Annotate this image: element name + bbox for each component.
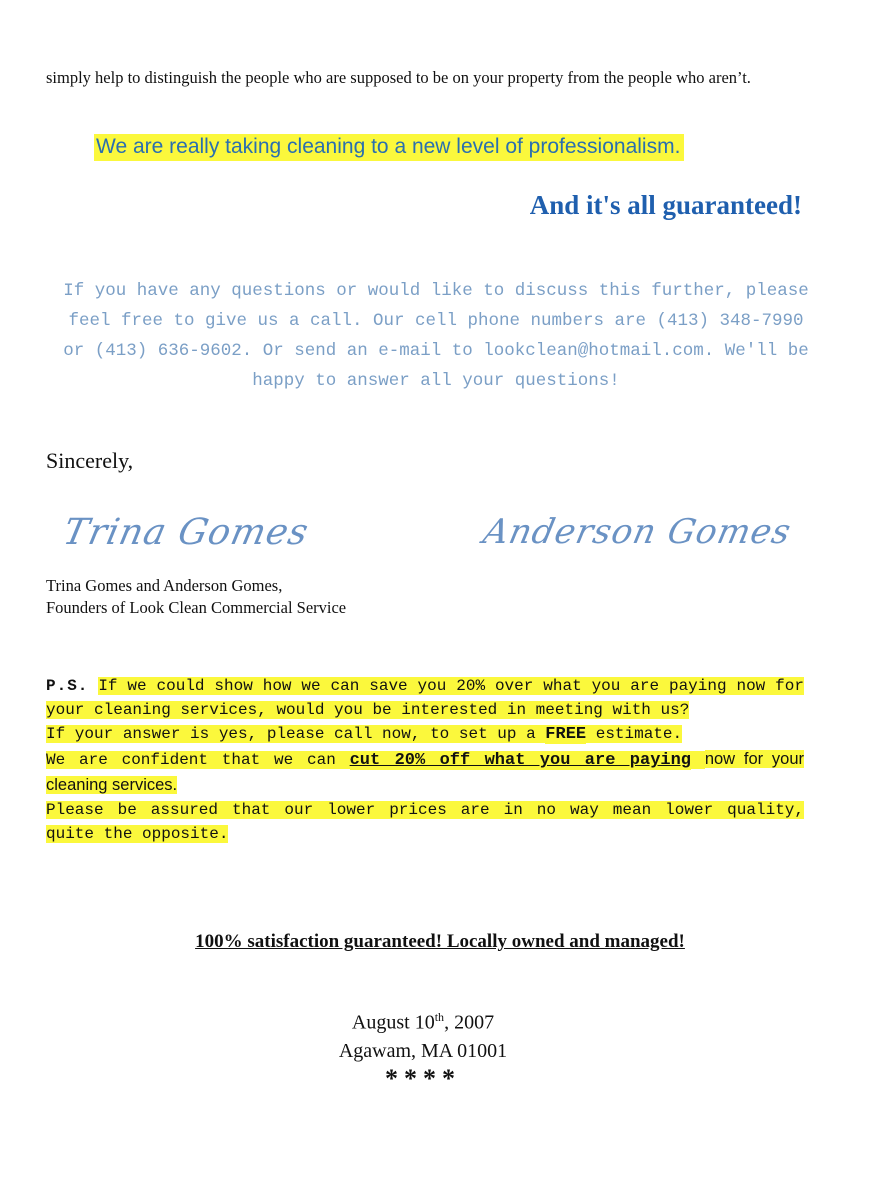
date-suffix: th xyxy=(434,1010,445,1024)
sign-off: Sincerely, xyxy=(46,448,134,473)
guarantee-heading: And it's all guaranteed! xyxy=(529,190,802,220)
cut-20-emphasis: cut 20% off what you are paying xyxy=(349,751,692,770)
star-divider: **** xyxy=(385,1064,461,1093)
founders-title: Founders of Look Clean Commercial Service xyxy=(46,598,347,617)
founders-block xyxy=(46,575,346,619)
letter-date xyxy=(0,1003,846,1037)
ps-services-text: now for your cleaning services. xyxy=(46,750,804,794)
ps-paragraph-4 xyxy=(46,798,804,846)
postscript xyxy=(46,674,804,846)
ps-offer-text: If we could show how we can save you 20% over what you are paying now for your cleaning services, would you be interested in meeting with us? xyxy=(46,677,804,719)
ps-quality-text: Please be assured that our lower prices are in no way mean lower quality, quite the opposite. xyxy=(46,801,804,843)
ps-answer-text: If your answer is yes, please call now, to set up a xyxy=(46,725,536,743)
date-year: , 2007 xyxy=(444,1011,495,1034)
satisfaction-statement: 100% satisfaction guaranteed! Locally owned and managed! xyxy=(195,931,685,952)
ps-confident-text: We are confident that we can xyxy=(46,751,336,769)
intro-paragraph: simply help to distinguish the people who are supposed to be on your property from the people who aren’t. xyxy=(46,68,751,87)
contact-paragraph: If you have any questions or would like to discuss this further, please feel free to give us a call. Our cell phone numbers are (413) 348-7990 or (413) 636-9602. Or send an e-mail to lookclean@hotmail.com. We'll be happy to answer all your questions! xyxy=(63,281,809,391)
date-month-day: August 10 xyxy=(351,1011,435,1034)
ps-paragraph-3 xyxy=(46,747,804,798)
free-emphasis: FREE xyxy=(545,725,587,744)
professionalism-highlight: We are really taking cleaning to a new level of professionalism. xyxy=(94,134,684,161)
trina-signature: Trina Gomes xyxy=(59,512,313,553)
ps-label: P.S. xyxy=(46,677,89,695)
date-location-block xyxy=(0,1003,846,1065)
ps-paragraph-2 xyxy=(46,722,804,747)
founders-names: Trina Gomes and Anderson Gomes, xyxy=(46,576,283,595)
letter-location: Agawam, MA 01001 xyxy=(338,1039,508,1062)
ps-paragraph-1 xyxy=(46,674,804,722)
anderson-signature: Anderson Gomes xyxy=(479,512,795,552)
ps-estimate-text: estimate. xyxy=(595,725,683,743)
